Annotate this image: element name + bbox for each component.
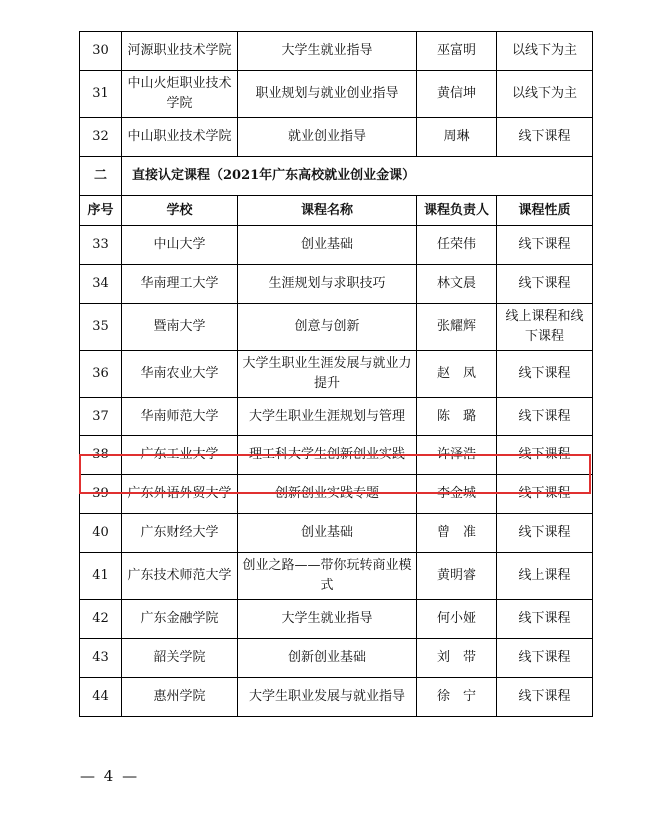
cell-no: 38 [80,436,122,475]
cell-school: 中山大学 [122,226,238,265]
cell-lead: 张耀辉 [417,304,497,351]
cell-no: 32 [80,118,122,157]
cell-no: 34 [80,265,122,304]
cell-course: 创意与创新 [238,304,417,351]
table-row [80,678,593,717]
section-row [80,157,593,196]
table-row [80,639,593,678]
cell-school: 广东金融学院 [122,600,238,639]
table-row [80,226,593,265]
cell-nature: 线下课程 [497,678,593,717]
cell-course: 大学生职业生涯规划与管理 [238,398,417,436]
table-row [80,475,593,514]
cell-school: 华南农业大学 [122,351,238,398]
cell-course: 大学生职业生涯发展与就业力提升 [238,351,417,398]
table-row [80,514,593,553]
table-row [80,304,593,351]
cell-lead: 徐 宁 [417,678,497,717]
cell-nature: 以线下为主 [497,32,593,71]
cell-no: 42 [80,600,122,639]
cell-school: 惠州学院 [122,678,238,717]
cell-lead: 陈 璐 [417,398,497,436]
cell-no: 30 [80,32,122,71]
cell-lead: 巫富明 [417,32,497,71]
cell-no: 33 [80,226,122,265]
header-nature: 课程性质 [497,196,593,226]
cell-nature: 以线下为主 [497,71,593,118]
cell-school: 暨南大学 [122,304,238,351]
section-number: 二 [80,157,122,196]
cell-lead: 许泽浩 [417,436,497,475]
cell-nature: 线下课程 [497,226,593,265]
cell-course: 大学生就业指导 [238,600,417,639]
cell-course: 创业基础 [238,514,417,553]
header-lead: 课程负责人 [417,196,497,226]
cell-lead: 曾 准 [417,514,497,553]
table-row-highlighted [80,436,593,475]
cell-lead: 赵 凤 [417,351,497,398]
cell-lead: 李金城 [417,475,497,514]
cell-course: 大学生职业发展与就业指导 [238,678,417,717]
cell-no: 36 [80,351,122,398]
cell-no: 43 [80,639,122,678]
cell-lead: 黄明睿 [417,553,497,600]
cell-nature: 线上课程 [497,553,593,600]
cell-nature: 线上课程和线下课程 [497,304,593,351]
cell-no: 35 [80,304,122,351]
cell-school: 韶关学院 [122,639,238,678]
cell-lead: 黄信坤 [417,71,497,118]
header-school: 学校 [122,196,238,226]
cell-no: 31 [80,71,122,118]
cell-lead: 任荣伟 [417,226,497,265]
cell-course: 大学生就业指导 [238,32,417,71]
cell-course: 创业之路——带你玩转商业模式 [238,553,417,600]
cell-no: 41 [80,553,122,600]
cell-course: 创新创业基础 [238,639,417,678]
cell-school: 广东工业大学 [122,436,238,475]
table-row [80,71,593,118]
cell-school: 中山职业技术学院 [122,118,238,157]
table-row [80,118,593,157]
course-table [79,31,593,717]
cell-nature: 线下课程 [497,436,593,475]
cell-no: 44 [80,678,122,717]
cell-nature: 线下课程 [497,351,593,398]
cell-nature: 线下课程 [497,600,593,639]
cell-nature: 线下课程 [497,265,593,304]
table-row [80,398,593,436]
cell-school: 广东技术师范大学 [122,553,238,600]
cell-course: 创新创业实践专题 [238,475,417,514]
cell-no: 37 [80,398,122,436]
table-row [80,265,593,304]
header-course: 课程名称 [238,196,417,226]
cell-nature: 线下课程 [497,514,593,553]
page-number: — 4 — [80,767,140,785]
cell-course: 创业基础 [238,226,417,265]
table-row [80,32,593,71]
cell-school: 河源职业技术学院 [122,32,238,71]
table-header-row [80,196,593,226]
header-no: 序号 [80,196,122,226]
table-row [80,351,593,398]
cell-school: 广东外语外贸大学 [122,475,238,514]
section-title: 直接认定课程（2021年广东高校就业创业金课） [122,157,593,196]
cell-lead: 周琳 [417,118,497,157]
cell-nature: 线下课程 [497,639,593,678]
cell-school: 华南理工大学 [122,265,238,304]
cell-lead: 何小娅 [417,600,497,639]
table-row [80,600,593,639]
cell-nature: 线下课程 [497,118,593,157]
cell-nature: 线下课程 [497,475,593,514]
cell-no: 39 [80,475,122,514]
cell-lead: 林文晨 [417,265,497,304]
cell-course: 就业创业指导 [238,118,417,157]
cell-course: 生涯规划与求职技巧 [238,265,417,304]
cell-school: 华南师范大学 [122,398,238,436]
cell-lead: 刘 带 [417,639,497,678]
cell-course: 理工科大学生创新创业实践 [238,436,417,475]
cell-school: 广东财经大学 [122,514,238,553]
table-row [80,553,593,600]
cell-course: 职业规划与就业创业指导 [238,71,417,118]
cell-nature: 线下课程 [497,398,593,436]
cell-no: 40 [80,514,122,553]
cell-school: 中山火炬职业技术学院 [122,71,238,118]
